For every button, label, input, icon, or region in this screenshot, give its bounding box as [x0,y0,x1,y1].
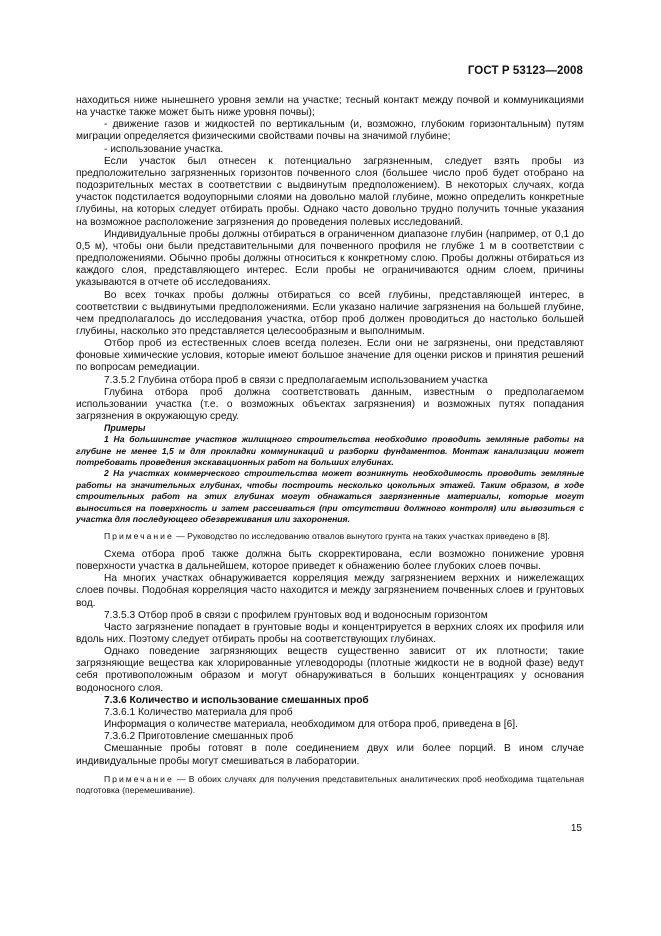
paragraph: Во всех точках пробы должны отбираться со всей глубины, представляющей интерес, в соответствии с выдвинутыми предположениями. Если указано наличие загрязнения на большей глубине, чем предполагалось до исследования участка, отбор проб должен проводиться до настолько большей глубины, насколько это представляется целесообразным и выполнимым. [76,289,584,337]
paragraph: На многих участках обнаруживается корреляция между загрязнением верхних и нижележащих слоев почвы. Подобная корреляция часто находится и между загрязнением почвенных слоев и грунтовых вод. [76,573,584,609]
note-text: — Руководство по исследованию отвалов вынутого грунта на таких участках приведено в [8]. [173,531,550,542]
page-number: 15 [570,823,582,834]
paragraph: Однако поведение загрязняющих веществ существенно зависит от их плотности; такие загрязняющие вещества как хлорированные углеводороды (плотные жидкости не в водной фазе) ведут себя противоположным образом и могут обнаруживаться в больших концентрациях у основания водоносного слоя. [76,646,584,694]
standard-header: ГОСТ Р 53123—2008 [467,65,583,77]
note-paragraph [76,531,584,542]
paragraph: 7.3.5.2 Глубина отбора проб в связи с предполагаемым использованием участка [104,374,488,386]
note-label: Примечание [104,531,174,542]
note-label: Примечание [104,773,174,784]
paragraph: Глубина отбора проб должна соответствовать данным, известным о предполагаемом использовании участка (т.е. о возможных объектах загрязнения) и возможных путях попадания загрязнения в окружающую среду. [76,386,584,423]
note-text: — В обоих случаях для получения представительных аналитических проб необходима тщательная подготовка (перемешивание). [76,773,584,796]
paragraph: находиться ниже нынешнего уровня земли на участке; тесный контакт между почвой и коммуникациями на участке также может быть ниже уровня почвы); [76,95,584,119]
note-paragraph [76,774,584,797]
paragraph: 7.3.6.1 Количество материала для проб [104,706,293,718]
paragraph: Индивидуальные пробы должны отбираться в ограниченном диапазоне глубин (например, от 0,1 до 0,5 м), чтобы они были представительными для почвенного профиля не глубже 1 м в соответствии с предположениями. Обычно пробы должны относиться к конкретному слою. Пробы должны отбираться из каждого слоя, представляющего интерес. Если пробы не ограничиваются одним слоем, причины указываются в отчете об исследованиях. [76,228,584,289]
paragraph: 7.3.5.3 Отбор проб в связи с профилем грунтовых вод и водоносным горизонтом [104,609,488,621]
example-paragraph: 2 На участках коммерческого строительства может возникнуть необходимость проводить земляные работы на значительных глубинах, чтобы построить несколько цокольных этажей. Таким образом, в ходе строительных работ на этих глубинах могут обнажаться загрязненные материалы, которые могут выноситься на поверхность и затем рассеиваться (при отсутствии должного контроля) или вывозиться с участка для последующего обезвреживания или захоронения. [76,468,584,525]
paragraph: Если участок был отнесен к потенциально загрязненным, следует взять пробы из предположительно загрязненных горизонтов почвенного слоя (большее число проб будет отобрано на подозрительных местах в соответствии с выдвинутым предположением). В некоторых случаях, когда участок подстилается водоупорными слоями на довольно малой глубине, можно определить конкретные глубины, на которых следует отбирать пробы. Однако часто довольно трудно получить точные указания на возможное расположение загрязнения до проведения полевых исследований. [76,155,584,228]
paragraph: Информация о количестве материала, необходимом для отбора проб, приведена в [6]. [104,719,518,731]
examples-title: Примеры [104,423,146,434]
example-paragraph: 1 На большинстве участков жилищного строительства необходимо проводить земляные работы на глубине не менее 1,5 м для прокладки коммуникаций и разборки фундаментов. Монтаж канализации может потребовать проведения экскавационных работ на больших глубинах. [76,434,584,468]
list-item: - использование участка. [104,143,224,155]
document-body [76,95,584,797]
list-item: - движение газов и жидкостей по вертикальным (и, возможно, глубоким горизонтальным) путям миграции определяется физическими свойствами почвы на значимой глубине; [76,119,584,143]
paragraph: Часто загрязнение попадает в грунтовые воды и концентрируется в верхних слоях их профиля или вдоль них. Поэтому следует отбирать пробы на соответствующих глубинах. [76,621,584,645]
paragraph: Смешанные пробы готовят в поле соединением двух или более порций. В ином случае индивидуальные пробы могут смешиваться в лаборатории. [76,743,584,767]
paragraph: Схема отбора проб также должна быть скорректирована, если возможно понижение уровня поверхности участка в дальнейшем, которое приведет к обнажению более глубоких слоев почвы. [76,548,584,573]
paragraph: Отбор проб из естественных слоев всегда полезен. Если они не загрязнены, они представляют фоновые химические условия, которые имеют большое значение для оценки рисков и принятия решений по вопросам ремедиации. [76,338,584,374]
section-heading: 7.3.6 Количество и использование смешанных проб [104,694,369,706]
paragraph: 7.3.6.2 Приготовление смешанных проб [104,731,294,743]
